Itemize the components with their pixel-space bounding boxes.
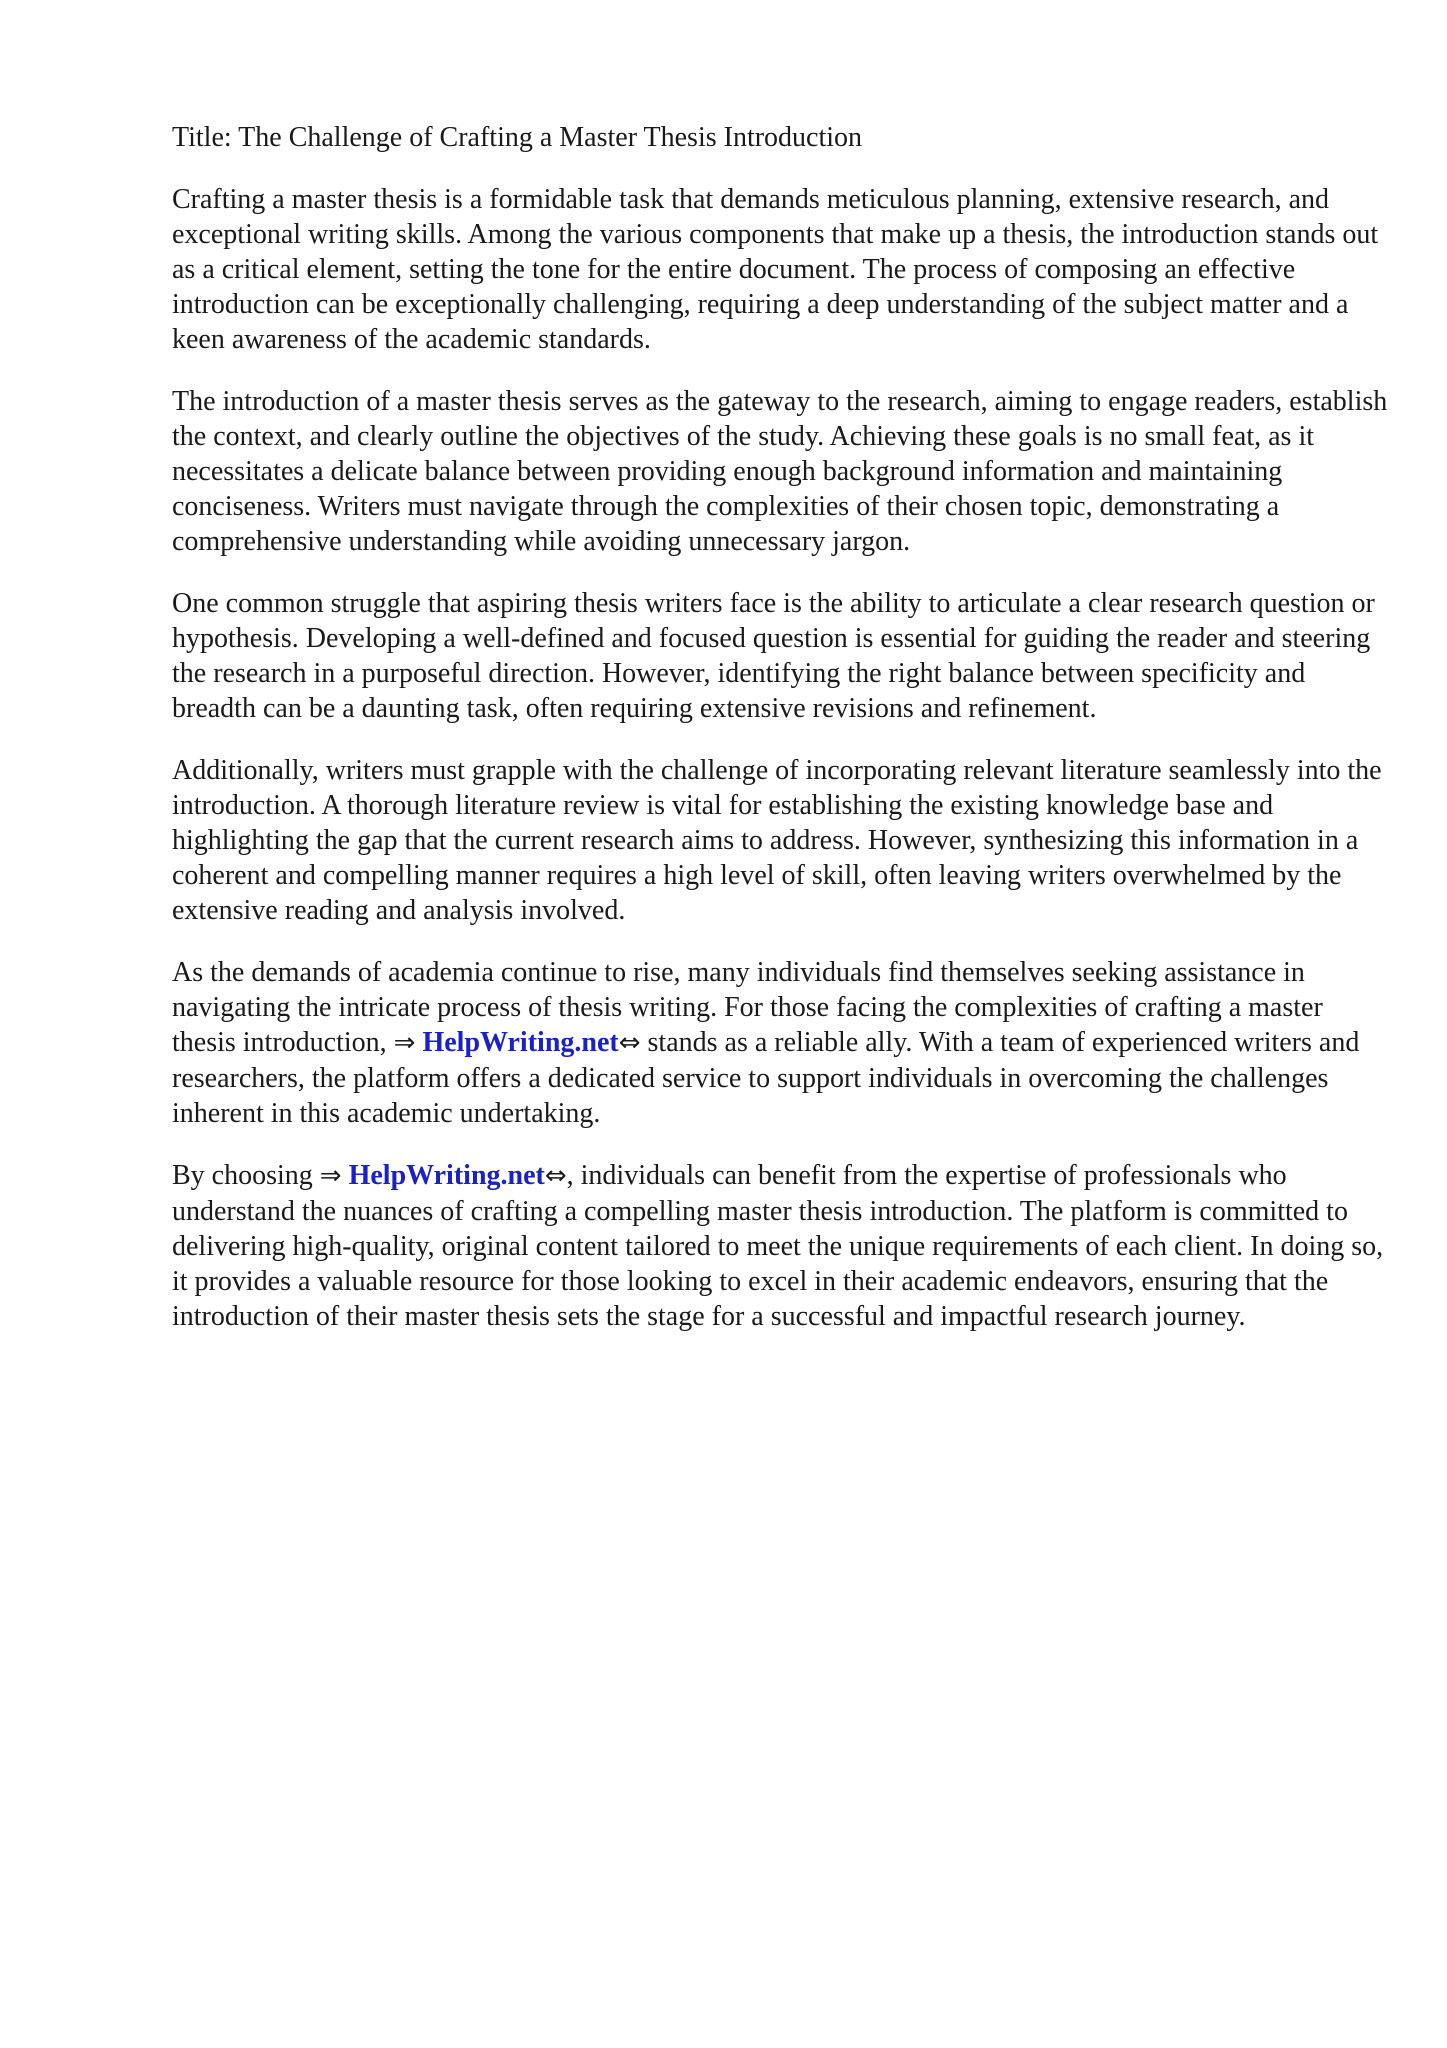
paragraph-6 (172, 1158, 1390, 1334)
helpwriting-link[interactable]: HelpWriting.net (422, 1027, 619, 1058)
paragraph-6-text-after: , individuals can benefit from the expertise of professionals who understand the nuances of crafting a compelling master thesis introduction. The platform is committed to delivering high-quality, original content tailored to meet the unique requirements of each client. In doing so, it provides a valuable resource for those looking to excel in their academic endeavors, ensuring that the introduction of their master thesis sets the stage for a successful and impactful research journey. (172, 1160, 1384, 1332)
paragraph-2: The introduction of a master thesis serves as the gateway to the research, aiming to engage readers, establish the context, and clearly outline the objectives of the study. Achieving these goals is no small feat, as it necessitates a delicate balance between providing enough background information and maintaining conciseness. Writers must navigate through the complexities of their chosen topic, demonstrating a comprehensive understanding while avoiding unnecessary jargon. (172, 386, 1388, 557)
paragraph-3: One common struggle that aspiring thesis writers face is the ability to articulate a clear research question or hypothesis. Developing a well-defined and focused question is essential for guiding the reader and steering the research in a purposeful direction. However, identifying the right balance between specificity and breadth can be a daunting task, often requiring extensive revisions and refinement. (172, 588, 1375, 724)
paragraph-6-text-before: By choosing (172, 1160, 320, 1191)
paragraph-5-text-before: As the demands of academia continue to rise, many individuals find themselves seeking assistance in navigating the intricate process of thesis writing. For those facing the complexities of crafting a master thesis introduction, (172, 957, 1323, 1058)
paragraph-5-text-after: stands as a reliable ally. With a team of experienced writers and researchers, the platform offers a dedicated service to support individuals in overcoming the challenges inherent in this academic undertaking. (172, 1027, 1360, 1129)
right-arrow-icon: ⇒ (319, 1161, 342, 1191)
right-arrow-icon: ⇒ (393, 1028, 416, 1058)
paragraph-1: Crafting a master thesis is a formidable task that demands meticulous planning, extensive research, and exceptional writing skills. Among the various components that make up a thesis, the introduction stands out as a critical element, setting the tone for the entire document. The process of composing an effective introduction can be exceptionally challenging, requiring a deep understanding of the subject matter and a keen awareness of the academic standards. (172, 184, 1379, 355)
helpwriting-link[interactable]: HelpWriting.net (348, 1160, 545, 1191)
left-right-arrow-icon: ⇔ (544, 1161, 567, 1191)
paragraph-4: Additionally, writers must grapple with the challenge of incorporating relevant literature seamlessly into the introduction. A thorough literature review is vital for establishing the existing knowledge base and highlighting the gap that the current research aims to address. However, synthesizing this information in a coherent and compelling manner requires a high level of skill, often leaving writers overwhelmed by the extensive reading and analysis involved. (172, 755, 1382, 926)
paragraph-5 (172, 955, 1390, 1131)
document-page (172, 120, 1390, 1361)
left-right-arrow-icon: ⇔ (618, 1028, 641, 1058)
document-title: Title: The Challenge of Crafting a Master Thesis Introduction (172, 122, 863, 153)
